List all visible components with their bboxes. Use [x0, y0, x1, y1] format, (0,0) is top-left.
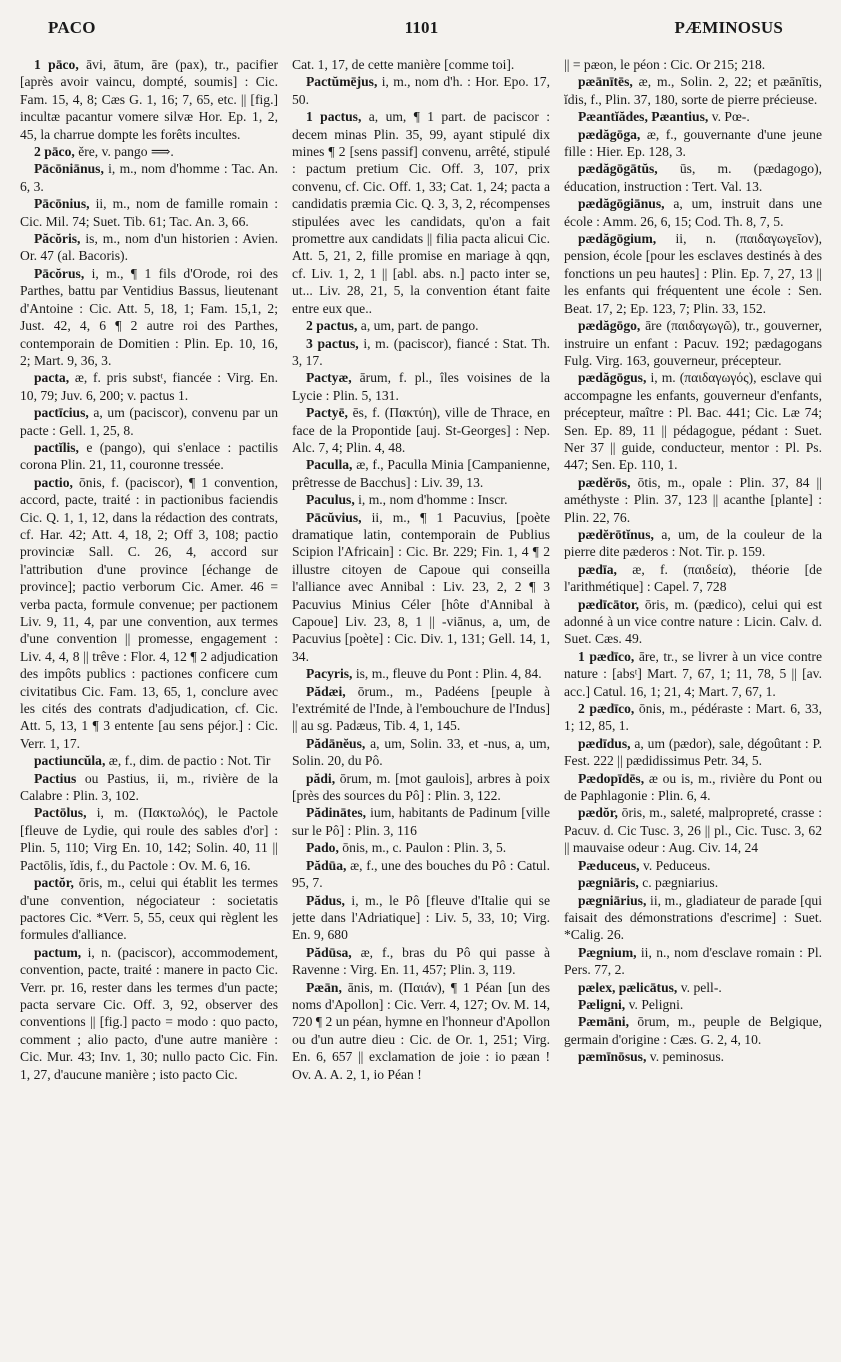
entry-headword: pædīa,	[578, 561, 617, 577]
entry-definition: i, m. (paciscor), fiancé : Stat. Th. 3, 17.	[292, 335, 550, 368]
entry-definition: æ, f., une des bouches du Pô : Catul. 95, 7.	[292, 857, 550, 891]
dictionary-entry	[292, 735, 550, 770]
entry-headword: pædăgōgātŭs,	[578, 161, 658, 177]
dictionary-entry	[20, 265, 278, 369]
dictionary-entry	[564, 874, 822, 891]
entry-definition: Cat. 1, 17, de cette manière [comme toi].	[292, 57, 515, 72]
entry-headword: pacta,	[34, 370, 70, 386]
entry-headword: Pădæi,	[306, 683, 346, 699]
dictionary-entry	[292, 509, 550, 666]
entry-definition: i, m., nom d'h. : Hor. Epo. 17, 50.	[292, 74, 550, 107]
entry-definition: i, m., le Pô [fleuve d'Italie qui se jette dans l'Adriatique] : Liv. 5, 33, 10; Virg. En. 9, 680	[292, 892, 550, 943]
entry-headword: Pæduceus,	[578, 857, 640, 873]
entry-headword: pædăgōgo,	[578, 318, 641, 334]
entry-headword: pædĕrōtĭnus,	[578, 526, 654, 542]
dictionary-entry	[564, 735, 822, 770]
entry-definition: i, m. (Πακτωλός), le Pactole [fleuve de Lydie, qui roule des sables d'or] : Plin. 5, 110; Virg En. 10, 142; Solin. 40, 11 || Pactōlis, ĭdis, f., du Pactole : Ov. M. 6, 16.	[20, 805, 278, 873]
entry-definition: i, n. (paciscor), accommodement, convention, pacte, traité : manere in pacto Cic. Verr. pr. 16, rester dans les termes d'un pacte; pacta servare Cic. Off. 3, 92, observer des conventions || [fig.] pacto = modo : quo pacto, comment ; alio pacto, d'une autre manière : Cic. Mur. 43; Inv. 1, 30; nullo pacto Cic. Fin. 1, 27, d'aucune manière ; isto pacto Cic.	[20, 944, 278, 1082]
entry-headword: Pădūa,	[306, 857, 347, 873]
entry-definition: a, um, instruit dans une école : Amm. 26, 6, 15; Cod. Th. 8, 7, 5.	[564, 196, 822, 229]
entry-headword: Pæantĭădes, Pæantius,	[578, 109, 709, 125]
entry-definition: i, m. (παιδαγωγός), esclave qui accompagne les enfants, gouverneur d'enfants, précepteur, maître : Pl. Bac. 441; Cic. Læ 74; Sen. Ep. 89, 11 || pédagogue, pédant : Suet. Ner 37 || guide, conducteur, mentor : Pl. Ps. 447; Sen. Ep. 110, 1.	[564, 370, 822, 473]
entry-definition: æ, m., Solin. 2, 22; et pæānītis, ĭdis, f., Plin. 37, 180, sorte de pierre précieuse.	[564, 74, 822, 107]
entry-headword: Pădinātes,	[306, 805, 367, 821]
dictionary-entry	[292, 491, 550, 508]
entry-definition: a, um, Solin. 33, et -nus, a, um, Solin. 20, du Pô.	[292, 735, 550, 769]
entry-headword: pægniāris,	[578, 875, 639, 891]
right-guide-word: PÆMINOSUS	[674, 18, 783, 37]
entry-definition: a, um (paciscor), convenu par un pacte : Gell. 1, 25, 8.	[20, 405, 278, 438]
entry-headword: Pactyē,	[306, 405, 348, 421]
entry-definition: i, m., nom d'homme : Inscr.	[358, 492, 508, 508]
entry-headword: Pægnium,	[578, 944, 637, 960]
entry-headword: pæmīnōsus,	[578, 1049, 647, 1065]
dictionary-entry	[292, 770, 550, 805]
entry-headword: Pæligni,	[578, 996, 626, 1012]
entry-headword: pactio,	[34, 474, 73, 490]
dictionary-entry	[292, 56, 550, 73]
entry-headword: Pacyris,	[306, 666, 353, 682]
dictionary-entry	[20, 143, 278, 160]
entry-definition: v. pell-.	[680, 979, 722, 995]
entry-definition: æ, f., Paculla Minia [Campanienne, prêtresse de Bacchus] : Liv. 39, 13.	[292, 457, 550, 490]
entry-definition: æ, f. pris substᵗ, fiancée : Virg. En. 10, 79; Juv. 6, 200; v. pactus 1.	[20, 370, 278, 403]
entry-definition: is, m., nom d'un historien : Avien. Or. 47 (al. Bacoris).	[20, 231, 278, 264]
dictionary-entry	[564, 56, 822, 73]
column-right	[564, 56, 822, 1356]
entry-headword: 1 pāco,	[34, 57, 79, 72]
entry-headword: Paculla,	[306, 457, 353, 473]
dictionary-entry	[292, 665, 550, 682]
dictionary-entry	[20, 230, 278, 265]
entry-definition: v. Peligni.	[628, 996, 684, 1012]
entry-definition: c. pægniarius.	[642, 875, 719, 891]
dictionary-entry	[20, 160, 278, 195]
dictionary-entry	[564, 979, 822, 996]
entry-headword: Pădūsa,	[306, 944, 352, 960]
entry-headword: Paculus,	[306, 492, 355, 508]
entry-headword: pædăgōga,	[578, 126, 641, 142]
dictionary-entry	[292, 404, 550, 456]
dictionary-entry	[292, 944, 550, 979]
dictionary-entry	[20, 369, 278, 404]
dictionary-entry	[564, 770, 822, 805]
entry-headword: pactum,	[34, 944, 82, 960]
dictionary-entry	[20, 770, 278, 805]
dictionary-entry	[20, 404, 278, 439]
entry-definition: v. Peduceus.	[642, 857, 711, 873]
entry-definition: e (pango), qui s'enlace : pactilis corona Plin. 21, 11, couronne tressée.	[20, 439, 278, 473]
dictionary-entry	[564, 648, 822, 700]
entry-definition: ēs, f. (Πακτύη), ville de Thrace, en face de la Propontide [auj. St-Georges] : Nep. Alc. 7, 4; Plin. 4, 48.	[292, 405, 550, 455]
entry-headword: 1 pædīco,	[578, 648, 635, 664]
page-header	[20, 18, 823, 42]
entry-headword: Pācōnius,	[34, 196, 90, 212]
entry-definition: æ, f. (παιδεία), théorie [de l'arithmétique] : Capel. 7, 728	[564, 561, 822, 595]
dictionary-entry	[292, 804, 550, 839]
dictionary-entry	[564, 317, 822, 369]
entry-definition: ārum, f. pl., îles voisines de la Lycie : Plin. 5, 131.	[292, 370, 550, 403]
entry-headword: Pactyæ,	[306, 370, 352, 386]
entry-definition: ōrum, m., peuple de Belgique, germain d'origine : Cæs. G. 2, 4, 10.	[564, 1014, 822, 1047]
dictionary-entry	[292, 857, 550, 892]
entry-definition: ōnis, m., c. Paulon : Plin. 3, 5.	[342, 840, 507, 856]
entry-headword: Pădānĕus,	[306, 735, 366, 751]
entry-definition: æ, f., bras du Pô qui passe à Ravenne : Virg. En. 11, 457; Plin. 3, 119.	[292, 944, 550, 978]
entry-headword: Pădus,	[306, 892, 345, 908]
page-number: 1101	[404, 18, 439, 37]
entry-definition: āvi, ātum, āre (pax), tr., pacifier [après avoir vaincu, dompté, soumis] : Cic. Fam. 15, 4, 8; Cæs G. 1, 16; 7, 65, etc. || [fig.] incultæ pacantur vomere silvæ Hor. Ep. 1, 2, 45, la charrue dompte les forêts incultes.	[20, 57, 278, 142]
entry-headword: 2 pædīco,	[578, 701, 635, 717]
entry-headword: Pæān,	[306, 979, 342, 995]
entry-headword: pactiuncŭla,	[34, 753, 106, 769]
dictionary-entry	[564, 108, 822, 125]
dictionary-entry	[564, 700, 822, 735]
dictionary-entry	[564, 230, 822, 317]
entry-definition: ōris, m., saleté, malpropreté, crasse : Pacuv. d. Cic Tusc. 3, 26 || pl., Cic. Tusc. 3, 62 || mauvaise odeur : Aug. Civ. 14, 24	[564, 805, 822, 856]
dictionary-entry	[564, 160, 822, 195]
dictionary-entry	[292, 456, 550, 491]
entry-definition: ii, m., ¶ 1 Pacuvius, [poète dramatique latin, contemporain de Publius Scipion l'Africain] : Cic. Br. 229; Fin. 1, 4 ¶ 2 illustre citoyen de Capoue qui conseilla l'alliance avec Annibal : Liv. 23, 2, 2 ¶ 3 Pacuvius Minius Céler [hôte d'Annibal à Capoue] Liv. 23, 8, 1 || -viānus, a, um, de Pacuvius [poète] : Cic. Div. 1, 131; Gell. 14, 1, 34.	[292, 509, 550, 664]
column-middle	[292, 56, 550, 1356]
dictionary-entry	[20, 56, 278, 143]
entry-definition: ii, m., nom de famille romain : Cic. Mil. 74; Suet. Tib. 61; Tac. An. 3, 66.	[20, 196, 278, 229]
dictionary-entry	[564, 561, 822, 596]
entry-definition: v. Pœ-.	[711, 109, 750, 125]
dictionary-entry	[292, 335, 550, 370]
entry-definition: ii, n., nom d'esclave romain : Pl. Pers. 77, 2.	[564, 944, 822, 978]
entry-definition: ōnis, f. (paciscor), ¶ 1 convention, accord, pacte, traité : in pactionibus faciendis Cic. Q. 1, 1, 12, dans la rédaction des contrats, cf. Har. 42; Att. 4, 18, 2; Off 3, 108; pactio provinciæ Sall. C. 26, 4, accord sur l'attribution d'une province [échange de province]; pactio verborum Cic. Amer. 46 = verba pacta, formule convenue; per pactionem Liv. 9, 11, 4, par une convention, aux termes d'une convention || promesse, engagement : Liv. 4, 4, 8 || trêve : Flor. 4, 12 ¶ 2 adjudication des impôts publics : pactiones conficere cum civitatibus Cic. Fam. 13, 65, 1, conclure avec les cités des contrats d'adjudication, cf. Cic. Att. 5, 13, 1 ¶ 3 entente [au sens péjor.] : Cic. Verr. 1, 17.	[20, 474, 278, 751]
entry-headword: Pado,	[306, 840, 339, 856]
dictionary-entry	[564, 195, 822, 230]
dictionary-entry	[564, 474, 822, 526]
dictionary-entry	[20, 804, 278, 874]
entry-definition: ānis, m. (Παιάν), ¶ 1 Péan [un des noms d'Apollon] : Cic. Verr. 4, 127; Ov. M. 14, 720 ¶ 2 un péan, hymne en l'honneur d'Apollon ou d'un autre dieu : Cic. de Or. 1, 251; Virg. En. 6, 657 || exclamation de joie : io pæan ! Ov. A. A. 2, 1, io Péan !	[292, 979, 550, 1082]
entry-definition: i, m., ¶ 1 fils d'Orode, roi des Parthes, battu par Ventidius Bassus, lieutenant d'Antoine : Cic. Att. 5, 18, 1; Fam. 15,1, 2; Just. 42, 4, 6 ¶ 2 autre roi des Parthes, contemporain de Domitien : Plin. Ep. 10, 16, 2; Mart. 9, 36, 3.	[20, 265, 278, 368]
entry-definition: ōtis, m., opale : Plin. 37, 84 || améthyste : Plin. 37, 123 || acanthe [plante] : Plin. 22, 76.	[564, 474, 822, 525]
entry-definition: ōris, m., celui qui établit les termes d'une convention, négociateur : societatis pactores Cic. *Verr. 5, 55, ceux qui règlent les formules d'alliance.	[20, 875, 278, 943]
entry-definition: ĕre, v. pango ⟹.	[78, 144, 174, 160]
dictionary-entry	[292, 317, 550, 334]
dictionary-entry	[564, 1048, 822, 1065]
entry-headword: Pācōniānus,	[34, 161, 104, 177]
entry-headword: 2 pactus,	[306, 318, 358, 334]
entry-headword: pælex, pælicātus,	[578, 979, 678, 995]
dictionary-entry	[20, 944, 278, 1083]
entry-definition: ium, habitants de Padinum [ville sur le Pô] : Plin. 3, 116	[292, 805, 550, 838]
dictionary-entry	[564, 126, 822, 161]
entry-headword: pægniārius,	[578, 892, 647, 908]
entry-headword: pædăgōgium,	[578, 231, 657, 247]
entry-definition: i, m., nom d'homme : Tac. An. 6, 3.	[20, 161, 278, 194]
entry-headword: pædăgōgiānus,	[578, 196, 665, 212]
dictionary-entry	[20, 874, 278, 944]
entry-definition: a, um, ¶ 1 part. de paciscor : decem minas Plin. 35, 99, ayant stipulé dix mines ¶ 2 [sens passif] convenu, arrêté, stipulé : pactum pretium Cic. Off. 3, 107, prix convenu, cf. Cic. Off. 1, 33; Cat. 1, 24; pacta a candidatis præmia Cic. Q. 3, 3, 2, récompenses stipulées avec les candidats, qu'on a fait promettre aux candidats || filia pacta alicui Cic. Att. 5, 21, 2, fille promise en mariage à qqn, cf. Liv. 1, 2, 1 || [abl. abs. n.] pacto inter se, ut... Liv. 28, 21, 5, la convention étant faite entre eux que..	[292, 109, 550, 316]
dictionary-entry	[292, 839, 550, 856]
entry-headword: pædăgōgus,	[578, 370, 647, 386]
entry-headword: pactīcius,	[34, 405, 89, 421]
dictionary-entry	[564, 857, 822, 874]
entry-headword: Pactius	[34, 770, 77, 786]
entry-headword: Pæmāni,	[578, 1014, 629, 1030]
entry-definition: a, um, de la couleur de la pierre dite pæderos : Not. Tir. p. 159.	[564, 526, 822, 560]
dictionary-entry	[564, 996, 822, 1013]
entry-definition: a, um (pædor), sale, dégoûtant : P. Fest. 222 || pædidissimus Petr. 34, 5.	[564, 735, 822, 769]
dictionary-entry	[564, 73, 822, 108]
entry-definition: ou Pastius, ii, m., rivière de la Calabre : Plin. 3, 102.	[20, 770, 278, 804]
dictionary-entry	[20, 439, 278, 474]
dictionary-entry	[564, 892, 822, 944]
dictionary-entry	[292, 108, 550, 317]
entry-definition: v. peminosus.	[649, 1049, 725, 1065]
entry-definition: āre, tr., se livrer à un vice contre nature : [absᵗ] Mart. 7, 67, 1; 11, 78, 5 || [av. acc.] Catul. 16, 1; 21, 4; Mart. 7, 67, 1.	[564, 648, 822, 699]
dictionary-entry	[20, 195, 278, 230]
entry-headword: pæānītēs,	[578, 74, 633, 90]
entry-headword: 2 pāco,	[34, 144, 75, 160]
columns	[20, 56, 823, 1356]
dictionary-entry	[564, 804, 822, 856]
entry-headword: 1 pactus,	[306, 109, 362, 125]
entry-headword: Pācŭvius,	[306, 509, 362, 525]
dictionary-entry	[20, 752, 278, 769]
entry-definition: ōnis, m., pédéraste : Mart. 6, 33, 1; 12, 85, 1.	[564, 701, 822, 734]
entry-definition: || = pæon, le péon : Cic. Or 215; 218.	[564, 57, 766, 72]
entry-headword: pædīdus,	[578, 735, 631, 751]
entry-definition: a, um, part. de pango.	[360, 318, 479, 334]
dictionary-entry	[292, 683, 550, 735]
entry-headword: pædŏr,	[578, 805, 618, 821]
entry-headword: Pactōlus,	[34, 805, 87, 821]
dictionary-entry	[564, 944, 822, 979]
entry-definition: ii, m., gladiateur de parade [qui faisait des démonstrations d'escrime] : Suet. *Calig. 26.	[564, 892, 822, 943]
dictionary-entry	[564, 1013, 822, 1048]
entry-definition: ōrum, m. [mot gaulois], arbres à poix [près des sources du Pô] : Plin. 3, 122.	[292, 770, 550, 804]
entry-definition: æ, f., gouvernante d'une jeune fille : Hier. Ep. 128, 3.	[564, 126, 822, 160]
entry-headword: pædīcātor,	[578, 596, 640, 612]
entry-headword: Pactŭmējus,	[306, 74, 378, 90]
entry-definition: ōrum., m., Padéens [peuple à l'extrémité de l'Inde, à l'embouchure de l'Indus] || au sg. Padæus, Tib. 4, 1, 145.	[292, 683, 550, 734]
dictionary-entry	[292, 369, 550, 404]
entry-headword: pădi,	[306, 770, 336, 786]
dictionary-entry	[292, 892, 550, 944]
entry-headword: pactŏr,	[34, 875, 74, 891]
dictionary-entry	[20, 474, 278, 753]
column-left	[20, 56, 278, 1356]
entry-definition: ūs, m. (pædagogo), éducation, instruction : Tert. Val. 13.	[564, 161, 822, 194]
dictionary-entry	[564, 526, 822, 561]
entry-definition: ōris, m. (pædico), celui qui est adonné à un vice contre nature : Licin. Calv. d. Suet. Cæs. 49.	[564, 596, 822, 647]
dictionary-entry	[292, 73, 550, 108]
entry-headword: 3 pactus,	[306, 335, 359, 351]
entry-definition: ii, n. (παιδαγωγεῖον), pension, école [pour les esclaves destinés à des fonctions un peu hautes] : Plin. Ep. 7, 27, 13 || les enfants qui fréquentent une école : Sen. Beat. 17, 2; Ep. 123, 7; Plin. 33, 152.	[564, 231, 822, 316]
dictionary-entry	[564, 596, 822, 648]
entry-headword: Pædopīdēs,	[578, 770, 645, 786]
entry-definition: æ ou is, m., rivière du Pont ou de Paphlagonie : Plin. 6, 4.	[564, 770, 822, 804]
dictionary-entry	[564, 369, 822, 473]
dictionary-entry	[292, 979, 550, 1083]
entry-definition: is, m., fleuve du Pont : Plin. 4, 84.	[355, 666, 542, 682]
entry-definition: æ, f., dim. de pactio : Not. Tir	[108, 753, 271, 769]
entry-definition: āre (παιδαγωγῶ), tr., gouverner, instruire un enfant : Pacuv. 192; pædagogans Fulg. Virg. 163, gouverneur, précepteur.	[564, 318, 822, 368]
entry-headword: Pācŏrus,	[34, 265, 85, 281]
entry-headword: pactĭlis,	[34, 439, 79, 455]
left-guide-word: PACO	[48, 18, 96, 37]
entry-headword: Păcŏris,	[34, 231, 81, 247]
entry-headword: pædĕrōs,	[578, 474, 631, 490]
